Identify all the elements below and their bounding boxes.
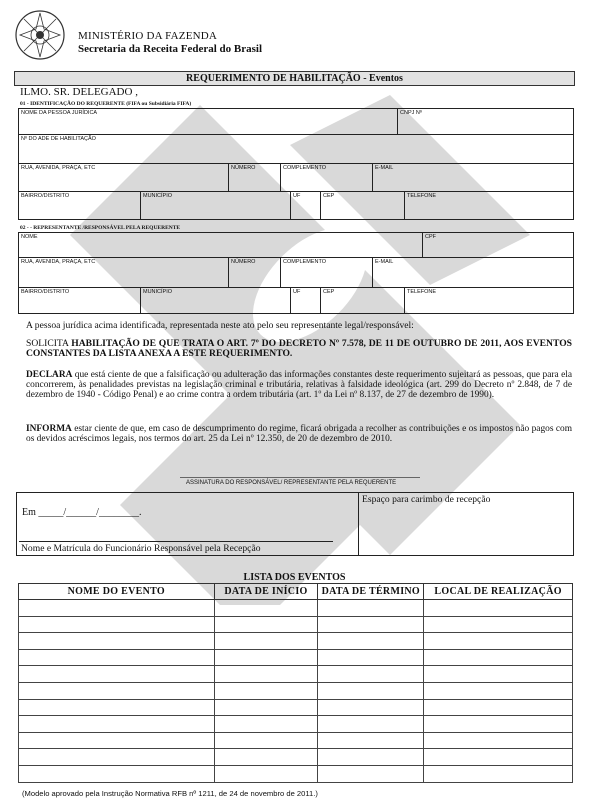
signature-line[interactable] (180, 477, 420, 478)
location-cell[interactable] (424, 666, 573, 683)
salutation: ILMO. SR. DELEGADO , (20, 86, 138, 98)
informa-paragraph (26, 424, 572, 444)
start-date-cell[interactable] (214, 716, 318, 733)
rep-city-field[interactable]: MUNICÍPIO (141, 288, 291, 313)
start-date-cell[interactable] (214, 633, 318, 650)
form-title: REQUERIMENTO DE HABILITAÇÃO - Eventos (14, 71, 575, 86)
email-field[interactable]: E-MAIL (373, 164, 573, 192)
coat-of-arms-icon (14, 9, 66, 61)
end-date-cell[interactable] (318, 749, 424, 766)
ade-number-field[interactable]: Nº DO ADE DE HABILITAÇÃO (19, 135, 573, 164)
phone-field[interactable]: TELEFONE (407, 193, 437, 199)
start-date-cell[interactable] (214, 765, 318, 782)
official-line (19, 541, 333, 542)
table-row (19, 765, 573, 782)
location-cell[interactable] (424, 649, 573, 666)
start-date-cell[interactable] (214, 699, 318, 716)
start-date-cell[interactable] (214, 732, 318, 749)
table-row (19, 699, 573, 716)
section2-heading: 02 - - REPRESENTANTE /RESPONSÁVEL PELA REQUERENTE (20, 225, 181, 231)
end-date-cell[interactable] (318, 649, 424, 666)
table-row (19, 682, 573, 699)
event-name-cell[interactable] (19, 633, 215, 650)
table-row (19, 732, 573, 749)
col-location: LOCAL DE REALIZAÇÃO (424, 584, 573, 600)
cnpj-field[interactable]: CNPJ Nº (398, 109, 573, 135)
events-table (18, 583, 573, 783)
end-date-cell[interactable] (318, 616, 424, 633)
city-field[interactable]: MUNICÍPIO (141, 192, 291, 219)
rep-email-field[interactable]: E-MAIL (373, 258, 573, 288)
end-date-cell[interactable] (318, 666, 424, 683)
table-row (19, 649, 573, 666)
start-date-cell[interactable] (214, 600, 318, 617)
end-date-cell[interactable] (318, 600, 424, 617)
event-name-cell[interactable] (19, 765, 215, 782)
table-row (19, 633, 573, 650)
rep-district-field[interactable]: BAIRRO/DISTRITO (19, 288, 141, 313)
end-date-cell[interactable] (318, 765, 424, 782)
end-date-cell[interactable] (318, 716, 424, 733)
end-date-cell[interactable] (318, 732, 424, 749)
solicita-keyword: SOLICITA (26, 338, 69, 349)
reception-date-line[interactable]: Em _____/______/________. (22, 507, 142, 518)
event-name-cell[interactable] (19, 600, 215, 617)
event-name-cell[interactable] (19, 616, 215, 633)
informa-keyword: INFORMA (26, 424, 72, 434)
representative-name-field[interactable]: NOME (19, 233, 423, 258)
official-label: Nome e Matrícula do Funcionário Responsável pela Recepção (21, 543, 261, 554)
stamp-label: Espaço para carimbo de recepção (362, 494, 491, 505)
company-name-field[interactable]: NOME DA PESSOA JURÍDICA (19, 109, 398, 135)
col-start-date: DATA DE INÍCIO (214, 584, 318, 600)
cep-field[interactable]: CEP (321, 192, 405, 219)
location-cell[interactable] (424, 732, 573, 749)
events-body (19, 600, 573, 783)
declara-text: que está ciente de que a falsificação ou adulteração das informações constantes deste requerimento sujeitará as pessoas, que para ela concorrerem, às penalidades previstas na legislação criminal e tributária, relativas à falsidade ideológica (art. 299 do Decreto nº 2.848, de 7 de dezembro de 1940 - Código Penal) e ao crime contra a ordem tributária (art. 1º da Lei nº 8.137, de 27 de dezembro de 1990). (26, 370, 572, 401)
start-date-cell[interactable] (214, 666, 318, 683)
event-name-cell[interactable] (19, 716, 215, 733)
location-cell[interactable] (424, 699, 573, 716)
location-cell[interactable] (424, 633, 573, 650)
ministry-name: MINISTÉRIO DA FAZENDA (78, 30, 218, 42)
location-cell[interactable] (424, 682, 573, 699)
district-field[interactable]: BAIRRO/DISTRITO (19, 192, 141, 219)
event-name-cell[interactable] (19, 749, 215, 766)
complement-field[interactable]: COMPLEMENTO (281, 164, 373, 192)
start-date-cell[interactable] (214, 749, 318, 766)
col-event-name: NOME DO EVENTO (19, 584, 215, 600)
reception-divider (358, 493, 359, 555)
number-field[interactable]: NÚMERO (229, 164, 281, 192)
location-cell[interactable] (424, 600, 573, 617)
location-cell[interactable] (424, 716, 573, 733)
table-row (19, 666, 573, 683)
solicita-paragraph (26, 339, 572, 359)
rep-uf-field[interactable]: UF (291, 288, 321, 313)
start-date-cell[interactable] (214, 649, 318, 666)
table-row (19, 616, 573, 633)
event-name-cell[interactable] (19, 732, 215, 749)
cpf-field[interactable]: CPF (423, 233, 573, 258)
street-field[interactable]: RUA, AVENIDA, PRAÇA, ETC (19, 164, 229, 192)
end-date-cell[interactable] (318, 682, 424, 699)
rep-complement-field[interactable]: COMPLEMENTO (281, 258, 373, 288)
event-name-cell[interactable] (19, 649, 215, 666)
location-cell[interactable] (424, 765, 573, 782)
events-title: LISTA DOS EVENTOS (243, 572, 346, 583)
section2-grid (18, 232, 574, 314)
signature-label: ASSINATURA DO RESPONSÁVEL/ REPRESENTANTE PELA REQUERENTE (186, 480, 397, 486)
rep-street-field[interactable]: RUA, AVENIDA, PRAÇA, ETC (19, 258, 229, 288)
declara-paragraph (26, 370, 572, 401)
section1-heading: 01 - IDENTIFICAÇÃO DO REQUERENTE (FIFA ou Subsidiária FIFA) (20, 101, 192, 107)
uf-field[interactable]: UF (291, 192, 321, 219)
secretariat-name: Secretaria da Receita Federal do Brasil (78, 43, 262, 55)
footer-note: (Modelo aprovado pela Instrução Normativa RFB nº 1211, de 24 de novembro de 2011.) (22, 789, 318, 798)
informa-text: estar ciente de que, em caso de descumprimento do regime, ficará obrigada a recolher as contribuições e os impostos não pagos com os devidos acréscimos legais, nos termos do art. 25 da Lei nº 12.350, de 20 de dezembro de 2010. (26, 424, 573, 445)
section1-grid (18, 108, 574, 220)
rep-cep-field[interactable]: CEP (321, 288, 405, 313)
table-row (19, 716, 573, 733)
end-date-cell[interactable] (318, 633, 424, 650)
col-end-date: DATA DE TÉRMINO (318, 584, 424, 600)
solicita-text: HABILITAÇÃO DE QUE TRATA O ART. 7º DO DECRETO Nº 7.578, DE 11 DE OUTUBRO DE 2011, AOS EVENTOS CONSTANTES DA LISTA ANEXA A ESTE REQUERIMENTO. (26, 338, 572, 360)
location-cell[interactable] (424, 749, 573, 766)
event-name-cell[interactable] (19, 682, 215, 699)
table-row (19, 749, 573, 766)
declara-keyword: DECLARA (26, 370, 73, 380)
table-row (19, 600, 573, 617)
location-cell[interactable] (424, 616, 573, 633)
intro-text: A pessoa jurídica acima identificada, representada neste ato pelo seu representante legal/responsável: (26, 320, 414, 331)
end-date-cell[interactable] (318, 699, 424, 716)
reception-box (16, 492, 574, 556)
start-date-cell[interactable] (214, 682, 318, 699)
event-name-cell[interactable] (19, 699, 215, 716)
rep-number-field[interactable]: NÚMERO (229, 258, 281, 288)
event-name-cell[interactable] (19, 666, 215, 683)
events-header-row (19, 584, 573, 600)
start-date-cell[interactable] (214, 616, 318, 633)
rep-phone-field[interactable]: TELEFONE (407, 289, 437, 295)
